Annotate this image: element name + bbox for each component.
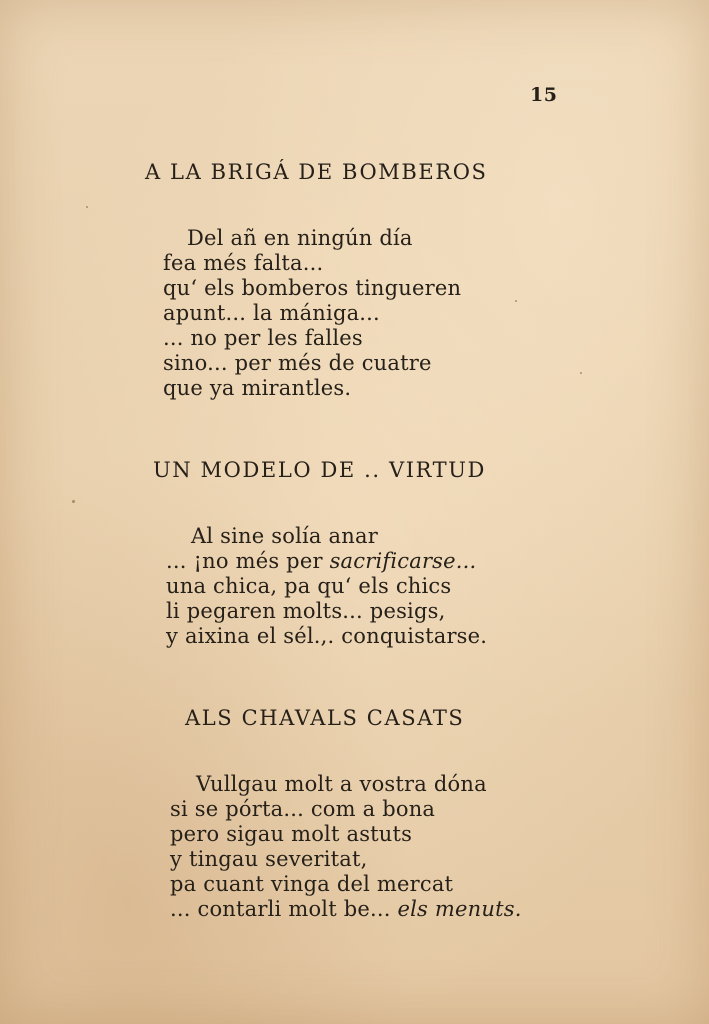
poem-line: y tingau severitat,: [170, 847, 368, 871]
poem-line: ... ¡no més per sacrificarse...: [166, 549, 477, 573]
poem-line: apunt... la mániga...: [163, 301, 380, 325]
section-heading: UN MODELO DE .. VIRTUD: [153, 458, 486, 482]
italic-word: els menuts.: [397, 897, 522, 921]
poem-line: Del añ en ningún día: [187, 226, 413, 250]
italic-word: sacrificarse...: [329, 549, 477, 573]
poem-line: una chica, pa qu‘ els chics: [166, 574, 452, 598]
poem-line: que ya mirantles.: [163, 376, 352, 400]
poem-line: fea més falta...: [163, 251, 324, 275]
paper-spot: [72, 500, 75, 503]
section-heading: A LA BRIGÁ DE BOMBEROS: [145, 160, 488, 184]
poem-line: ... contarli molt be... els menuts.: [170, 897, 522, 921]
poem-line: Al sine solía anar: [191, 524, 378, 548]
poem-line: Vullgau molt a vostra dóna: [196, 772, 487, 796]
poem-line: sino... per més de cuatre: [163, 351, 432, 375]
poem-line: ... no per les falles: [163, 326, 363, 350]
poem-line: li pegaren molts... pesigs,: [166, 599, 446, 623]
paper-spot: [515, 300, 517, 302]
poem-line: y aixina el sél.,. conquistarse.: [166, 624, 488, 648]
page-number: 15: [530, 84, 558, 106]
poem-line: pa cuant vinga del mercat: [170, 872, 454, 896]
paper-spot: [580, 372, 582, 374]
section-heading: ALS CHAVALS CASATS: [185, 706, 465, 730]
poem-line: qu‘ els bomberos tingueren: [163, 276, 462, 300]
paper-spot: [86, 206, 88, 208]
poem-line: si se pórta... com a bona: [170, 797, 436, 821]
poem-line: pero sigau molt astuts: [170, 822, 413, 846]
